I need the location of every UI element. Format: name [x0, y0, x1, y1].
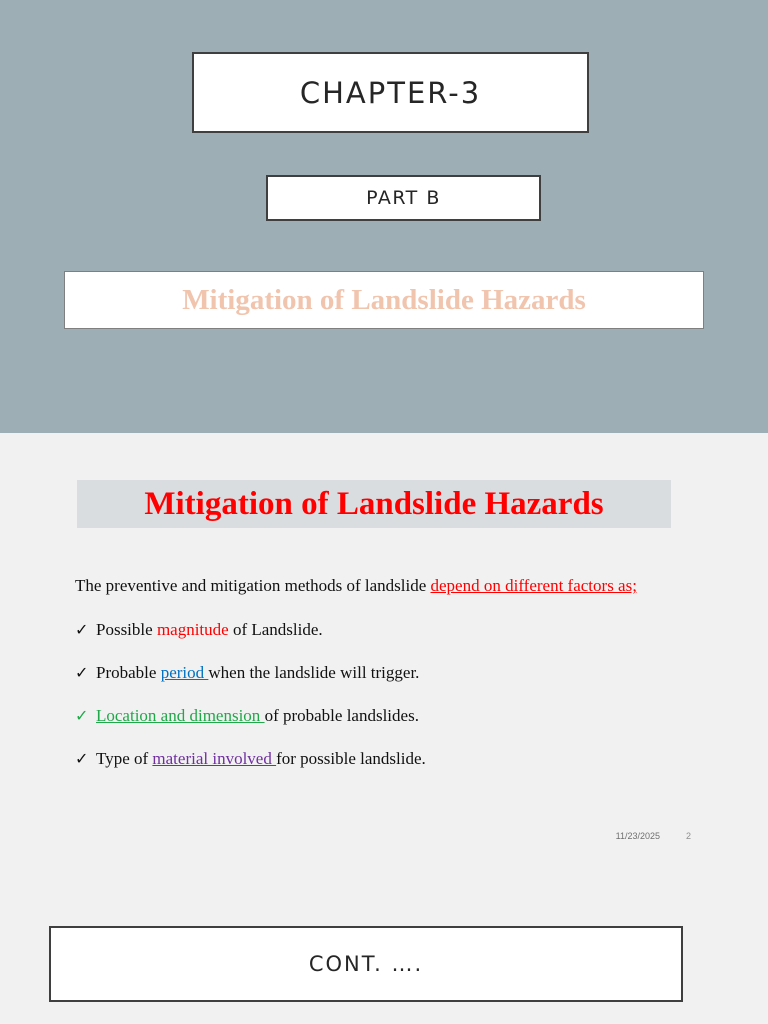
slide-2-title	[77, 480, 671, 528]
list-item-highlight: magnitude	[156, 620, 229, 639]
list-item-text: Possible	[96, 620, 157, 639]
intro-highlight: depend on different factors as;	[430, 576, 637, 595]
list-item	[75, 704, 735, 747]
check-icon: ✓	[75, 622, 89, 639]
list-item-highlight: Location and dimension	[96, 706, 265, 725]
intro-paragraph	[75, 576, 735, 596]
part-title-box	[266, 175, 541, 221]
intro-text: The preventive and mitigation methods of landslide	[75, 576, 431, 595]
slide-1-subtitle-box	[64, 271, 704, 329]
list-item-highlight: material involved	[152, 749, 277, 768]
list-item	[75, 618, 735, 661]
factor-list	[75, 618, 735, 790]
list-item	[75, 747, 735, 790]
list-item-text: of probable landslides.	[264, 706, 419, 725]
list-item-highlight: period	[160, 663, 209, 682]
list-item-text: of Landslide.	[228, 620, 323, 639]
check-icon: ✓	[75, 665, 89, 682]
page-number: 2	[686, 831, 692, 841]
list-item-text: for possible landslide.	[276, 749, 426, 768]
check-icon: ✓	[75, 708, 89, 725]
chapter-title-box	[192, 52, 589, 133]
slide-1-subtitle: Mitigation of Landslide Hazards	[182, 283, 586, 316]
slide-3-title: CONT. ….	[308, 952, 424, 976]
list-item-text: when the landslide will trigger.	[208, 663, 420, 682]
chapter-title: CHAPTER-3	[299, 75, 482, 110]
slide-3-title-box	[49, 926, 683, 1002]
list-item-text: Type of	[96, 749, 153, 768]
slide-1	[0, 0, 768, 433]
list-item-text: Probable	[96, 663, 161, 682]
footer-date: 11/23/2025	[615, 831, 660, 841]
part-title: PART B	[366, 187, 441, 209]
slide-2-title-text: Mitigation of Landslide Hazards	[144, 485, 604, 522]
check-icon: ✓	[75, 751, 89, 768]
list-item	[75, 661, 735, 704]
